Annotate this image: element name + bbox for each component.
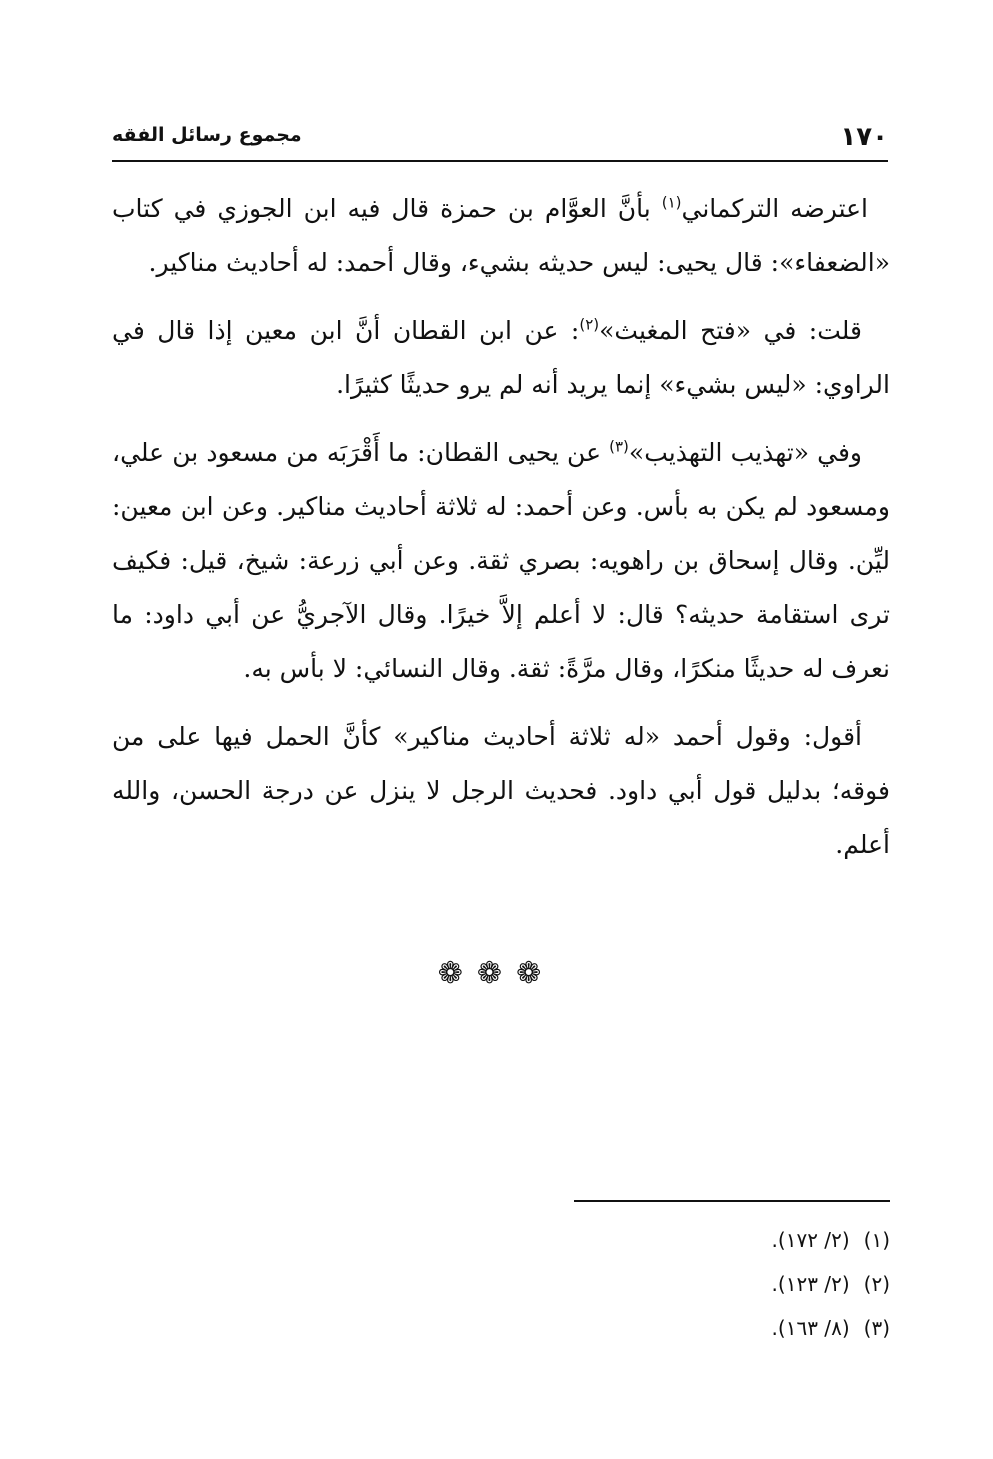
paragraph-text: اعترضه التركماني (681, 194, 868, 223)
flower-ornament-icon: ❁ (437, 956, 477, 991)
footnote-3 (490, 1306, 890, 1350)
paragraph-text: أقول: وقول أحمد «له ثلاثة أحاديث مناكير» كأنَّ الحمل فيها على من فوقه؛ بدليل قول أبي داود. فحديث الرجل لا ينزل عن درجة الحسن، والله أعلم. (112, 722, 890, 859)
page-number: ١٧٠ (840, 122, 888, 152)
header-rule (112, 160, 888, 162)
footnote-ref-2[interactable]: (٢) (579, 315, 600, 334)
footnote-1 (490, 1218, 890, 1262)
footnote-ref-1[interactable]: (١) (661, 193, 682, 212)
paragraph-1 (112, 182, 890, 290)
paragraph-text: عن يحيى القطان: ما أَقْرَبَه من مسعود بن علي، ومسعود لم يكن به بأس. وعن أحمد: له ثلاثة أحاديث مناكير. وعن ابن معين: ليِّن. وقال إسحاق بن راهويه: بصري ثقة. وعن أبي زرعة: شيخ، قيل: فكيف ترى استقامة حديثه؟ قال: لا أعلم إلاَّ خيرًا. وقال الآجريُّ عن أبي داود: ما نعرف له حديثًا منكرًا، وقال مرَّةً: ثقة. وقال النسائي: لا بأس به. (112, 438, 890, 683)
footnote-text: (٢/ ١٢٣). (771, 1272, 850, 1296)
main-text (112, 182, 890, 886)
flower-ornament-icon: ❁ (476, 956, 517, 991)
footnote-text: (٨/ ١٦٣). (771, 1316, 850, 1340)
paragraph-2 (112, 304, 890, 412)
paragraph-text: قلت: في «فتح المغيث» (599, 316, 862, 345)
footnote-ref-3[interactable]: (٣) (609, 437, 629, 456)
page-header (112, 118, 888, 162)
paragraph-text: بأنَّ العوَّام بن حمزة قال فيه ابن الجوزي في كتاب «الضعفاء»: قال يحيى: ليس حديثه بشيء، وقال أحمد: له أحاديث مناكير. (112, 194, 890, 277)
footnote-text: (٢/ ١٧٢). (771, 1228, 850, 1252)
paragraph-text: : عن ابن القطان أنَّ ابن معين إذا قال في الراوي: «ليس بشيء» إنما يريد أنه لم يرو حديثًا كثيرًا. (112, 316, 890, 399)
footnotes (490, 1218, 890, 1350)
section-ornaments (0, 956, 993, 991)
footnote-number: (٢) (863, 1272, 890, 1296)
flower-ornament-icon: ❁ (516, 956, 556, 991)
running-title: مجموع رسائل الفقه (112, 124, 302, 146)
footnote-number: (١) (863, 1228, 890, 1252)
paragraph-3 (112, 426, 890, 696)
paragraph-text: وفي «تهذيب التهذيب» (628, 438, 862, 467)
footnote-separator (574, 1200, 890, 1202)
footnote-number: (٣) (863, 1316, 890, 1340)
footnote-2 (490, 1262, 890, 1306)
paragraph-4 (112, 710, 890, 872)
